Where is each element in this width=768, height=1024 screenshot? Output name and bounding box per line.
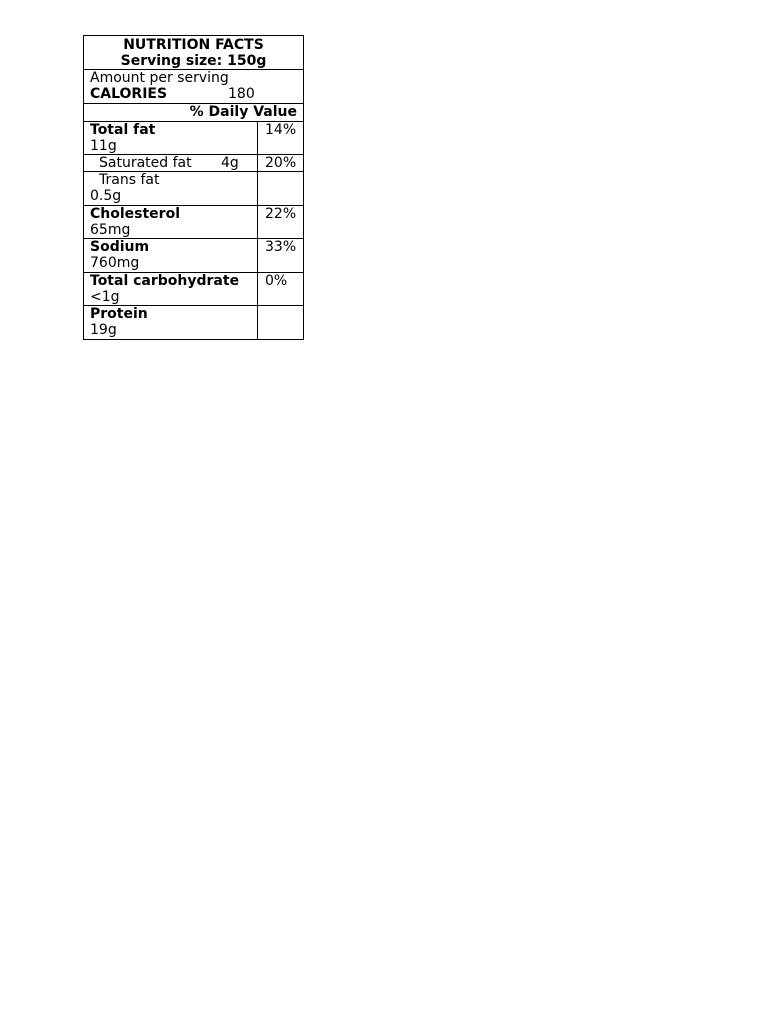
nutrient-line bbox=[84, 155, 257, 171]
nutrient-name: Sodium bbox=[90, 239, 150, 255]
serving-size: Serving size: 150g bbox=[120, 53, 267, 69]
daily-value-header-row bbox=[84, 103, 303, 121]
nutrient-row-trans-fat bbox=[84, 171, 303, 205]
nutrient-name-cell bbox=[84, 155, 258, 171]
calories-section bbox=[84, 69, 303, 103]
nutrient-amount: <1g bbox=[90, 289, 120, 305]
nutrient-row-saturated-fat bbox=[84, 154, 303, 171]
nutrient-name-cell bbox=[84, 206, 258, 238]
nutrient-daily-value: 33% bbox=[265, 239, 297, 255]
calories-line bbox=[84, 86, 303, 102]
nutrient-daily-value bbox=[259, 172, 303, 205]
nutrition-facts-table bbox=[83, 35, 304, 340]
nutrient-amount: 65mg bbox=[90, 222, 131, 238]
nutrient-amount: 4g bbox=[221, 155, 239, 171]
nutrition-header bbox=[84, 36, 303, 69]
nutrition-title: NUTRITION FACTS bbox=[123, 37, 264, 53]
nutrient-amount: 11g bbox=[90, 138, 117, 154]
nutrient-name-cell bbox=[84, 273, 258, 305]
calories-label: CALORIES bbox=[90, 86, 168, 102]
nutrient-row-protein bbox=[84, 305, 303, 339]
daily-value-header: % Daily Value bbox=[189, 104, 297, 120]
nutrient-daily-value bbox=[259, 306, 303, 339]
nutrient-name: Saturated fat bbox=[99, 155, 192, 171]
nutrient-name-cell bbox=[84, 306, 258, 339]
nutrient-row-cholesterol bbox=[84, 205, 303, 238]
nutrient-name: Cholesterol bbox=[90, 206, 180, 222]
nutrient-row-sodium bbox=[84, 238, 303, 272]
nutrient-amount: 760mg bbox=[90, 255, 140, 271]
amount-per-serving: Amount per serving bbox=[90, 70, 229, 86]
nutrient-daily-value: 14% bbox=[265, 122, 297, 138]
nutrient-name: Trans fat bbox=[99, 172, 160, 188]
nutrient-name-cell bbox=[84, 122, 258, 154]
nutrient-name: Total fat bbox=[90, 122, 156, 138]
nutrient-daily-value: 0% bbox=[265, 273, 288, 289]
calories-value: 180 bbox=[228, 86, 255, 102]
nutrient-row-total-fat bbox=[84, 121, 303, 154]
nutrient-row-total-carbohydrate bbox=[84, 272, 303, 305]
nutrient-name: Protein bbox=[90, 306, 148, 322]
nutrient-name: Total carbohydrate bbox=[90, 273, 240, 289]
nutrient-amount: 0.5g bbox=[90, 188, 122, 204]
nutrient-amount: 19g bbox=[90, 322, 117, 338]
nutrient-name-cell bbox=[84, 239, 258, 272]
nutrient-name-cell bbox=[84, 172, 258, 205]
nutrient-daily-value: 20% bbox=[265, 155, 297, 171]
nutrient-daily-value: 22% bbox=[265, 206, 297, 222]
